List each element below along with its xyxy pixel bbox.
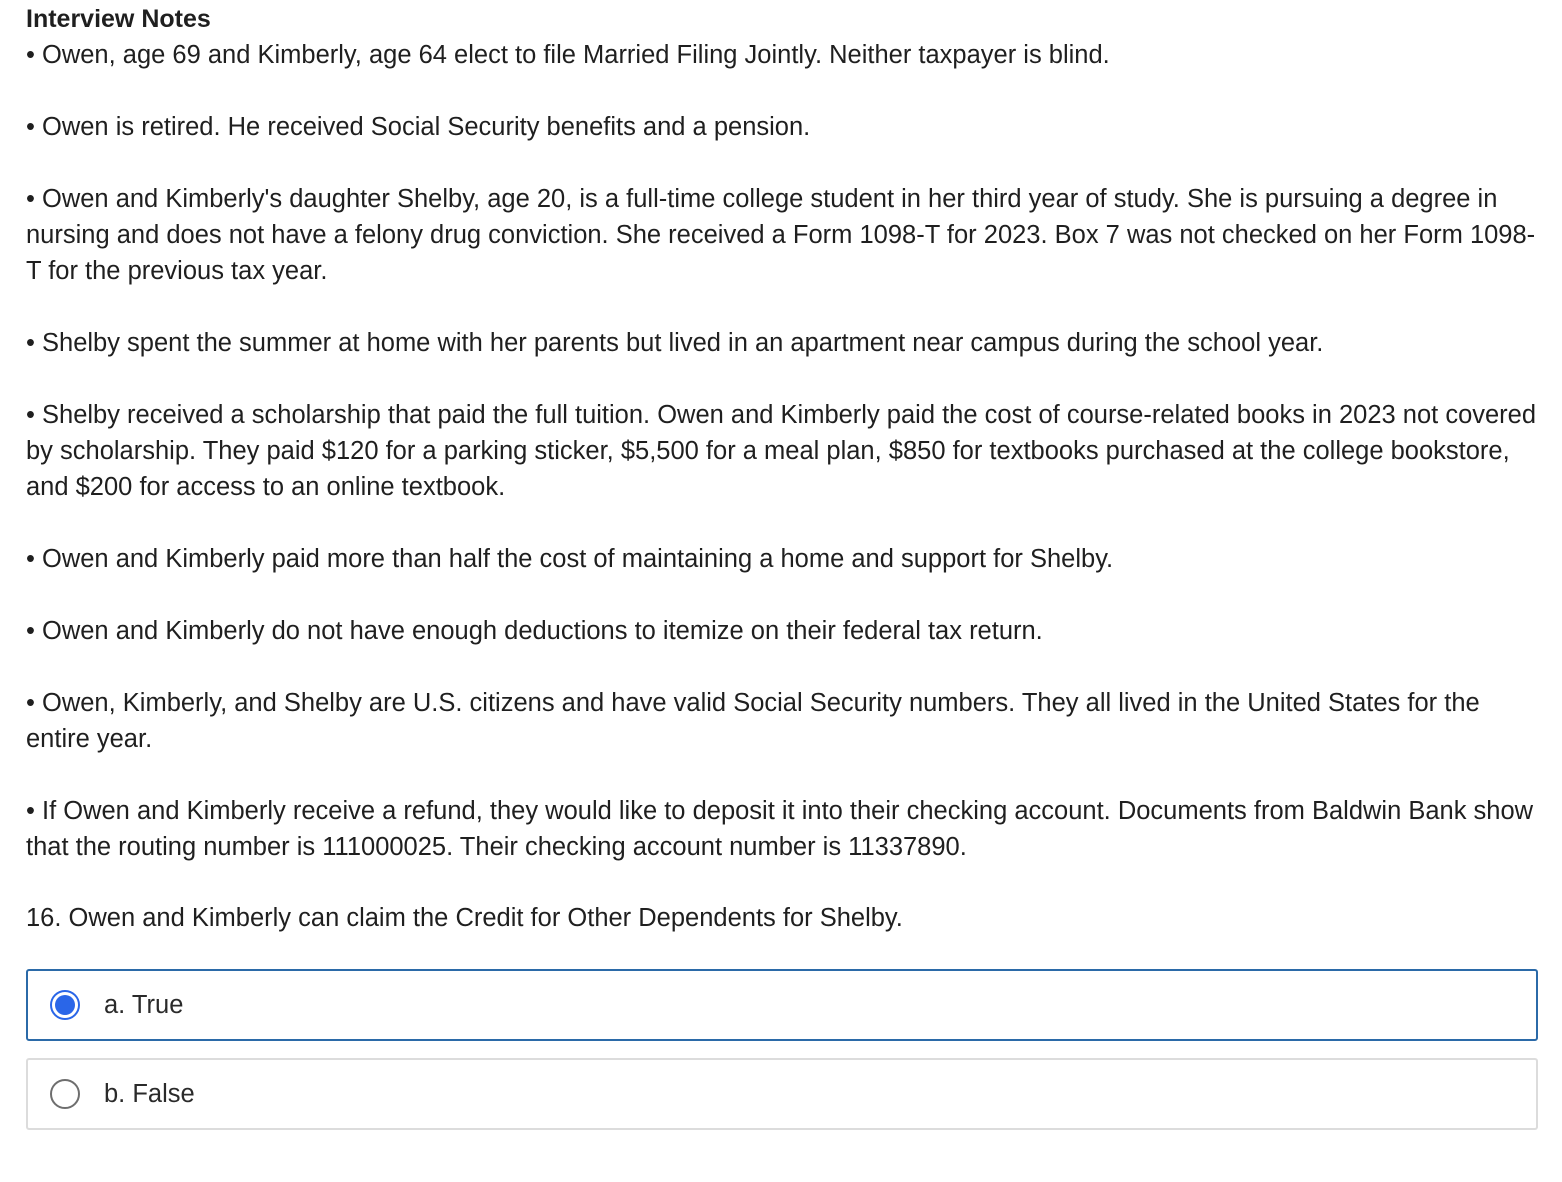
bullet-icon: • [26, 545, 35, 573]
radio-button-false[interactable] [50, 1079, 80, 1109]
note-text: Owen and Kimberly do not have enough deductions to itemize on their federal tax return. [42, 617, 1043, 645]
bullet-icon: • [26, 797, 35, 825]
question-text: 16. Owen and Kimberly can claim the Credit for Other Dependents for Shelby. [26, 904, 903, 932]
radio-button-true[interactable] [50, 990, 80, 1020]
bullet-icon: • [26, 689, 35, 717]
note-item [26, 613, 1538, 649]
note-item [26, 37, 1538, 73]
note-item [26, 325, 1538, 361]
note-item [26, 541, 1538, 577]
bullet-icon: • [26, 41, 35, 69]
answer-option-true[interactable] [26, 969, 1538, 1041]
answer-option-false[interactable] [26, 1058, 1538, 1130]
note-text: If Owen and Kimberly receive a refund, they would like to deposit it into their checking account. Documents from Baldwin Bank show that the routing number is 111000025. Their checking account number is 11337890. [26, 797, 1534, 861]
note-item [26, 181, 1538, 289]
note-text: Owen is retired. He received Social Security benefits and a pension. [42, 113, 811, 141]
note-text: Shelby received a scholarship that paid the full tuition. Owen and Kimberly paid the cost of course-related books in 2023 not covered by scholarship. They paid $120 for a parking sticker, $5,500 for a meal plan, $850 for textbooks purchased at the college bookstore, and $200 for access to an online textbook. [26, 401, 1537, 501]
answer-label-true: a. True [104, 991, 184, 1019]
bullet-icon: • [26, 113, 35, 141]
note-text: Owen and Kimberly's daughter Shelby, age 20, is a full-time college student in her third year of study. She is pursuing a degree in nursing and does not have a felony drug conviction. She received a Form 1098-T for 2023. Box 7 was not checked on her Form 1098-T for the previous tax year. [26, 185, 1536, 285]
interview-notes-list [26, 37, 1538, 865]
note-text: Shelby spent the summer at home with her parents but lived in an apartment near campus during the school year. [42, 329, 1324, 357]
note-item [26, 793, 1538, 865]
note-item [26, 397, 1538, 505]
note-text: Owen, age 69 and Kimberly, age 64 elect to file Married Filing Jointly. Neither taxpayer is blind. [42, 41, 1110, 69]
interview-notes-title: Interview Notes [26, 5, 211, 33]
note-text: Owen and Kimberly paid more than half the cost of maintaining a home and support for Shelby. [42, 545, 1114, 573]
note-item [26, 685, 1538, 757]
bullet-icon: • [26, 401, 35, 429]
note-text: Owen, Kimberly, and Shelby are U.S. citizens and have valid Social Security numbers. They all lived in the United States for the entire year. [26, 689, 1480, 753]
note-item [26, 109, 1538, 145]
quiz-page [26, 0, 1538, 1108]
answer-label-false: b. False [104, 1080, 195, 1108]
radio-selected-dot-icon [55, 995, 75, 1015]
bullet-icon: • [26, 329, 35, 357]
bullet-icon: • [26, 617, 35, 645]
bullet-icon: • [26, 185, 35, 213]
